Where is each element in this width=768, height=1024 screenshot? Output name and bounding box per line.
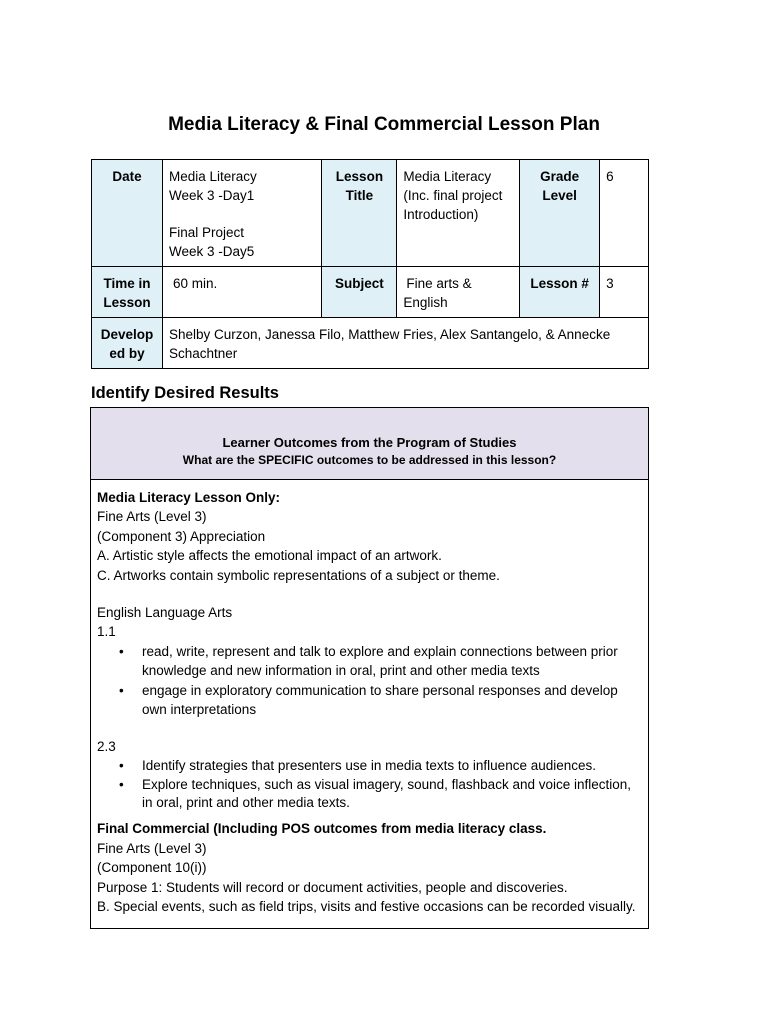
- date-value: [162, 160, 322, 267]
- lesson-title-label-line-1: Lesson: [335, 169, 384, 184]
- outcome-c: C. Artworks contain symbolic representations of a subject or theme.: [97, 567, 500, 583]
- lesson-title-line-2: (Inc. final project: [403, 188, 503, 203]
- lesson-info-table: [91, 159, 649, 369]
- lesson-title-label-line-2: Title: [345, 188, 374, 203]
- developed-label-line-1: Develop: [100, 327, 154, 342]
- time-value: [162, 267, 322, 318]
- lesson-title-line-3: Introduction): [403, 207, 479, 222]
- learner-outcomes-body: [91, 480, 648, 916]
- ela-1-1: 1.1: [97, 624, 116, 640]
- outcome-a: A. Artistic style affects the emotional impact of an artwork.: [97, 548, 442, 564]
- info-row-1: [92, 160, 649, 267]
- list-item: • read, write, represent and talk to explore and explain connections between prior knowledge and new information in oral, print and other media texts: [97, 642, 642, 681]
- date-line-5: Week 3 -Day5: [168, 244, 255, 259]
- lesson-number-label: Lesson #: [520, 267, 600, 318]
- learner-outcomes-box: [90, 407, 649, 929]
- time-label: [92, 267, 163, 318]
- ela-1-1-list: [97, 642, 642, 720]
- list-item: • engage in exploratory communication to share personal responses and develop own interpretations: [97, 681, 642, 720]
- list-item: • Identify strategies that presenters use in media texts to influence audiences.: [97, 757, 642, 777]
- date-line-4: Final Project: [168, 225, 244, 240]
- developed-by-value: Shelby Curzon, Janessa Filo, Matthew Fries, Alex Santangelo, & Annecke Schachtner: [162, 318, 648, 369]
- ela-2-3-list: [97, 757, 642, 814]
- info-row-2: [92, 267, 649, 318]
- date-line-1: Media Literacy: [168, 169, 257, 184]
- grade-label-line-1: Grade: [540, 169, 580, 184]
- outcomes-header-title: Learner Outcomes from the Program of Studies: [222, 435, 517, 450]
- outcomes-header-subtitle: What are the SPECIFIC outcomes to be addressed in this lesson?: [182, 453, 557, 467]
- spacer: [97, 719, 642, 737]
- developed-label-line-2: ed by: [109, 346, 145, 361]
- grade-label: [520, 160, 600, 267]
- learner-outcomes-header: [91, 408, 648, 480]
- subject-line-1: Fine arts &: [406, 276, 472, 291]
- subject-line-2: English: [403, 295, 448, 310]
- subject-value: [397, 267, 520, 318]
- ela-heading: English Language Arts: [97, 605, 233, 621]
- info-row-3: [92, 318, 649, 369]
- section-heading: Identify Desired Results: [91, 384, 279, 402]
- final-commercial-heading: Final Commercial (Including POS outcomes from media literacy class.: [97, 821, 547, 837]
- time-value-text: 60 min.: [172, 276, 218, 291]
- lesson-title-value: [397, 160, 520, 267]
- media-literacy-heading: Media Literacy Lesson Only:: [97, 490, 281, 505]
- outcome-b: B. Special events, such as field trips, visits and festive occasions can be recorded visually.: [97, 899, 636, 914]
- date-label: Date: [92, 160, 163, 267]
- lesson-number-value: 3: [600, 267, 649, 318]
- final-fine-arts-level: Fine Arts (Level 3): [97, 840, 207, 856]
- spacer: [97, 585, 642, 603]
- date-line-2: Week 3 -Day1: [168, 188, 255, 203]
- fine-arts-level: Fine Arts (Level 3): [97, 509, 207, 525]
- lesson-title-line-1: Media Literacy: [403, 169, 492, 184]
- page-title: Media Literacy & Final Commercial Lesson Plan: [168, 114, 600, 135]
- component-10: (Component 10(i)): [97, 860, 207, 876]
- purpose-1: Purpose 1: Students will record or document activities, people and discoveries.: [97, 879, 568, 895]
- lesson-title-label: [322, 160, 397, 267]
- list-item: • Explore techniques, such as visual imagery, sound, flashback and voice inflection, in oral, print and other media texts.: [97, 776, 642, 813]
- time-label-line-1: Time in: [103, 276, 151, 291]
- grade-value: 6: [600, 160, 649, 267]
- component-3: (Component 3) Appreciation: [97, 528, 266, 544]
- grade-label-line-2: Level: [542, 188, 577, 203]
- ela-2-3: 2.3: [97, 739, 116, 755]
- developed-by-label: [92, 318, 163, 369]
- subject-label: Subject: [322, 267, 397, 318]
- date-line-blank: [169, 205, 316, 223]
- time-label-line-2: Lesson: [103, 295, 151, 310]
